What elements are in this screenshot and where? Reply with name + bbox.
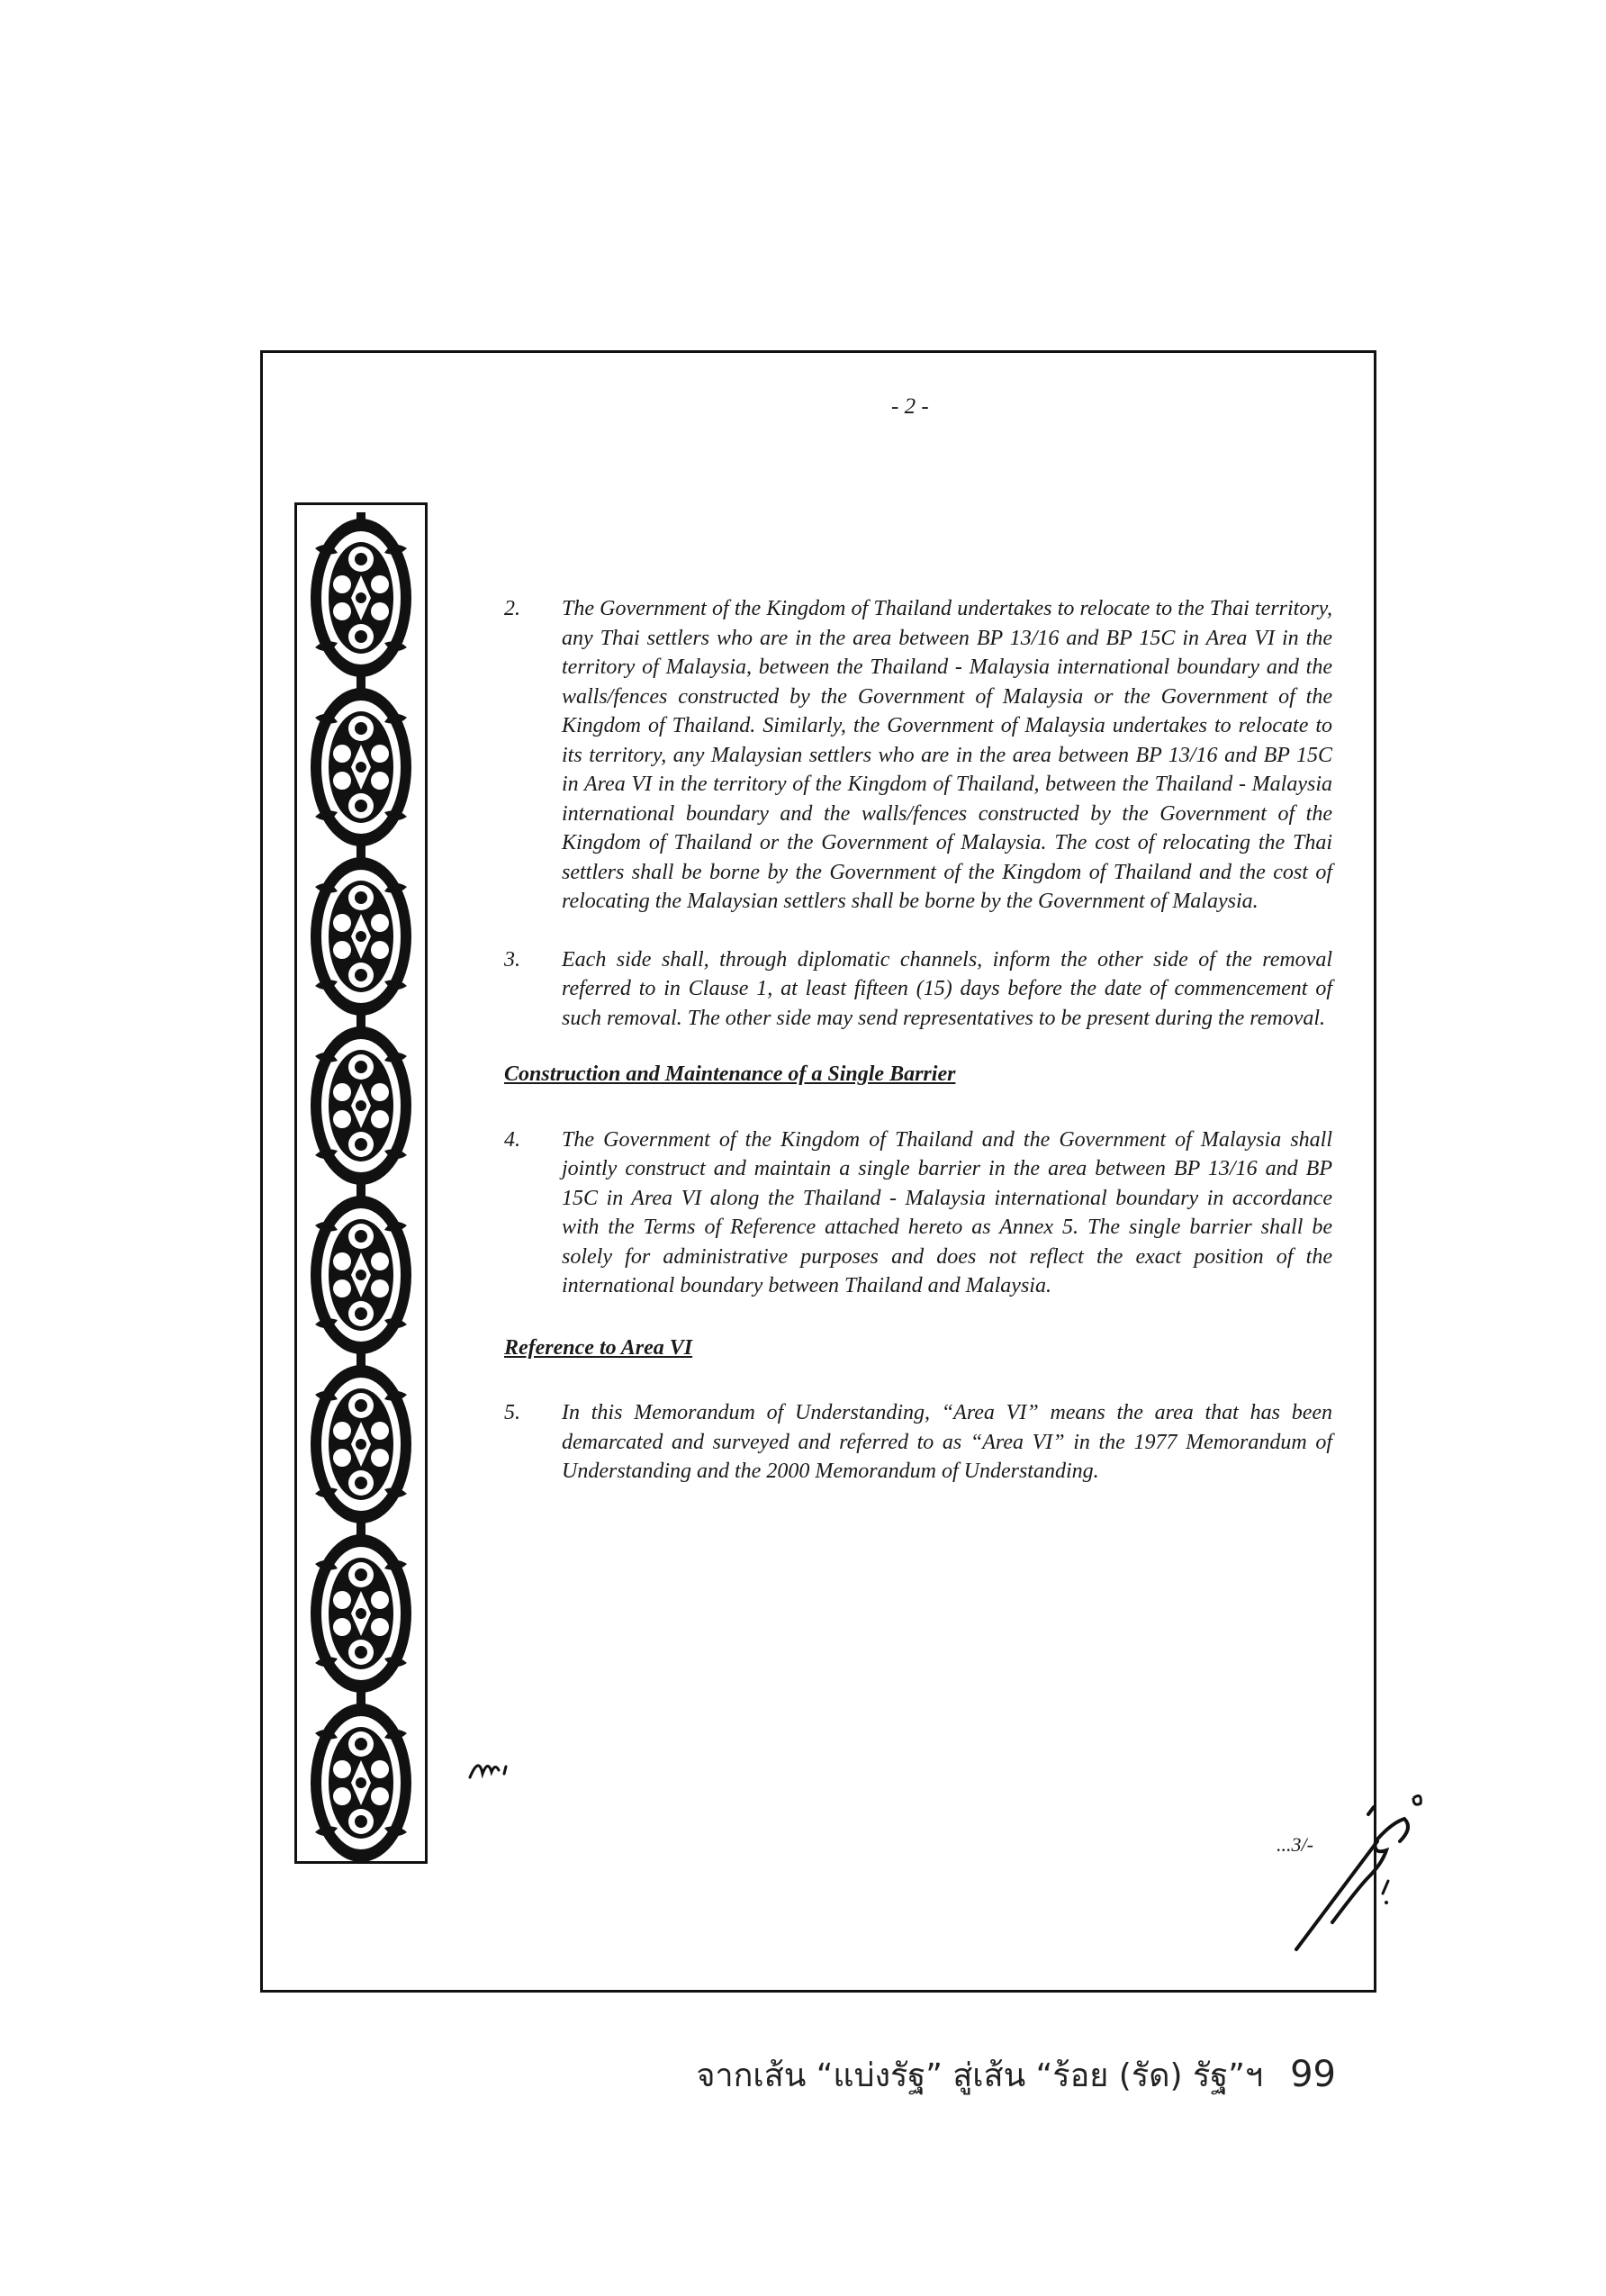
memorandum-body	[504, 594, 1332, 1487]
handwritten-signature	[1278, 1787, 1440, 1963]
clause-3	[504, 945, 1332, 1034]
footer-page-number: 99	[1290, 2054, 1336, 2095]
book-footer	[696, 2049, 1336, 2101]
clause-5	[504, 1398, 1332, 1487]
clause-number: 3.	[504, 947, 520, 972]
page-number-top: - 2 -	[891, 394, 929, 419]
clause-text: The Government of the Kingdom of Thailand undertakes to relocate to the Thai territory, any Thai settlers who are in the area between BP 13/16 and BP 15C in Area VI in the territory of Malaysia, between the Thailand - Malaysia international boundary and the walls/fences constructed by the Government of Malaysia or the Government of the Kingdom of Thailand. Similarly, the Government of Malaysia undertakes to relocate to its territory, any Malaysian settlers who are in the area between BP 13/16 and BP 15C in Area VI in the territory of the Kingdom of Thailand, between the Thailand - Malaysia international boundary and the walls/fences constructed by the Government of the Kingdom of Thailand or the Government of Malaysia. The cost of relocating the Thai settlers shall be borne by the Government of the Kingdom of Thailand and the cost of relocating the Malaysian settlers shall be borne by the Government of Malaysia.	[562, 597, 1332, 913]
ornament-band	[294, 502, 428, 1864]
continuation-marker: ...3/-	[1277, 1833, 1313, 1856]
clause-2	[504, 594, 1332, 917]
clause-4	[504, 1125, 1332, 1301]
clause-number: 5.	[504, 1401, 520, 1424]
section-heading-reference: Reference to Area VI	[504, 1335, 693, 1360]
clause-number: 4.	[504, 1127, 520, 1152]
clause-text: Each side shall, through diplomatic channels, inform the other side of the removal referred to in Clause 1, at least fifteen (15) days before the date of commencement of such removal. The other side may send representatives to be present during the removal.	[562, 947, 1332, 1030]
footer-title: จากเส้น “แบ่งรัฐ” สู่เส้น “ร้อย (รัด) รัฐ”ฯ	[696, 2057, 1264, 2094]
clause-text: In this Memorandum of Understanding, “Area VI” means the area that has been demarcated and surveyed and referred to as “Area VI” in the 1977 Memorandum of Understanding and the 2000 Memorandum of Understanding.	[562, 1401, 1332, 1483]
clause-text: The Government of the Kingdom of Thailand and the Government of Malaysia shall jointly construct and maintain a single barrier in the area between BP 13/16 and BP 15C in Area VI along the Thailand - Malaysia international boundary in accordance with the Terms of Reference attached hereto as Annex 5. The single barrier shall be solely for administrative purposes and does not reflect the exact position of the international boundary between Thailand and Malaysia.	[562, 1127, 1332, 1297]
clause-number: 2.	[504, 597, 520, 620]
section-heading-construction: Construction and Maintenance of a Single Barrier	[504, 1062, 956, 1086]
floral-ornament-icon	[297, 505, 425, 1861]
handwritten-initials	[466, 1750, 520, 1787]
